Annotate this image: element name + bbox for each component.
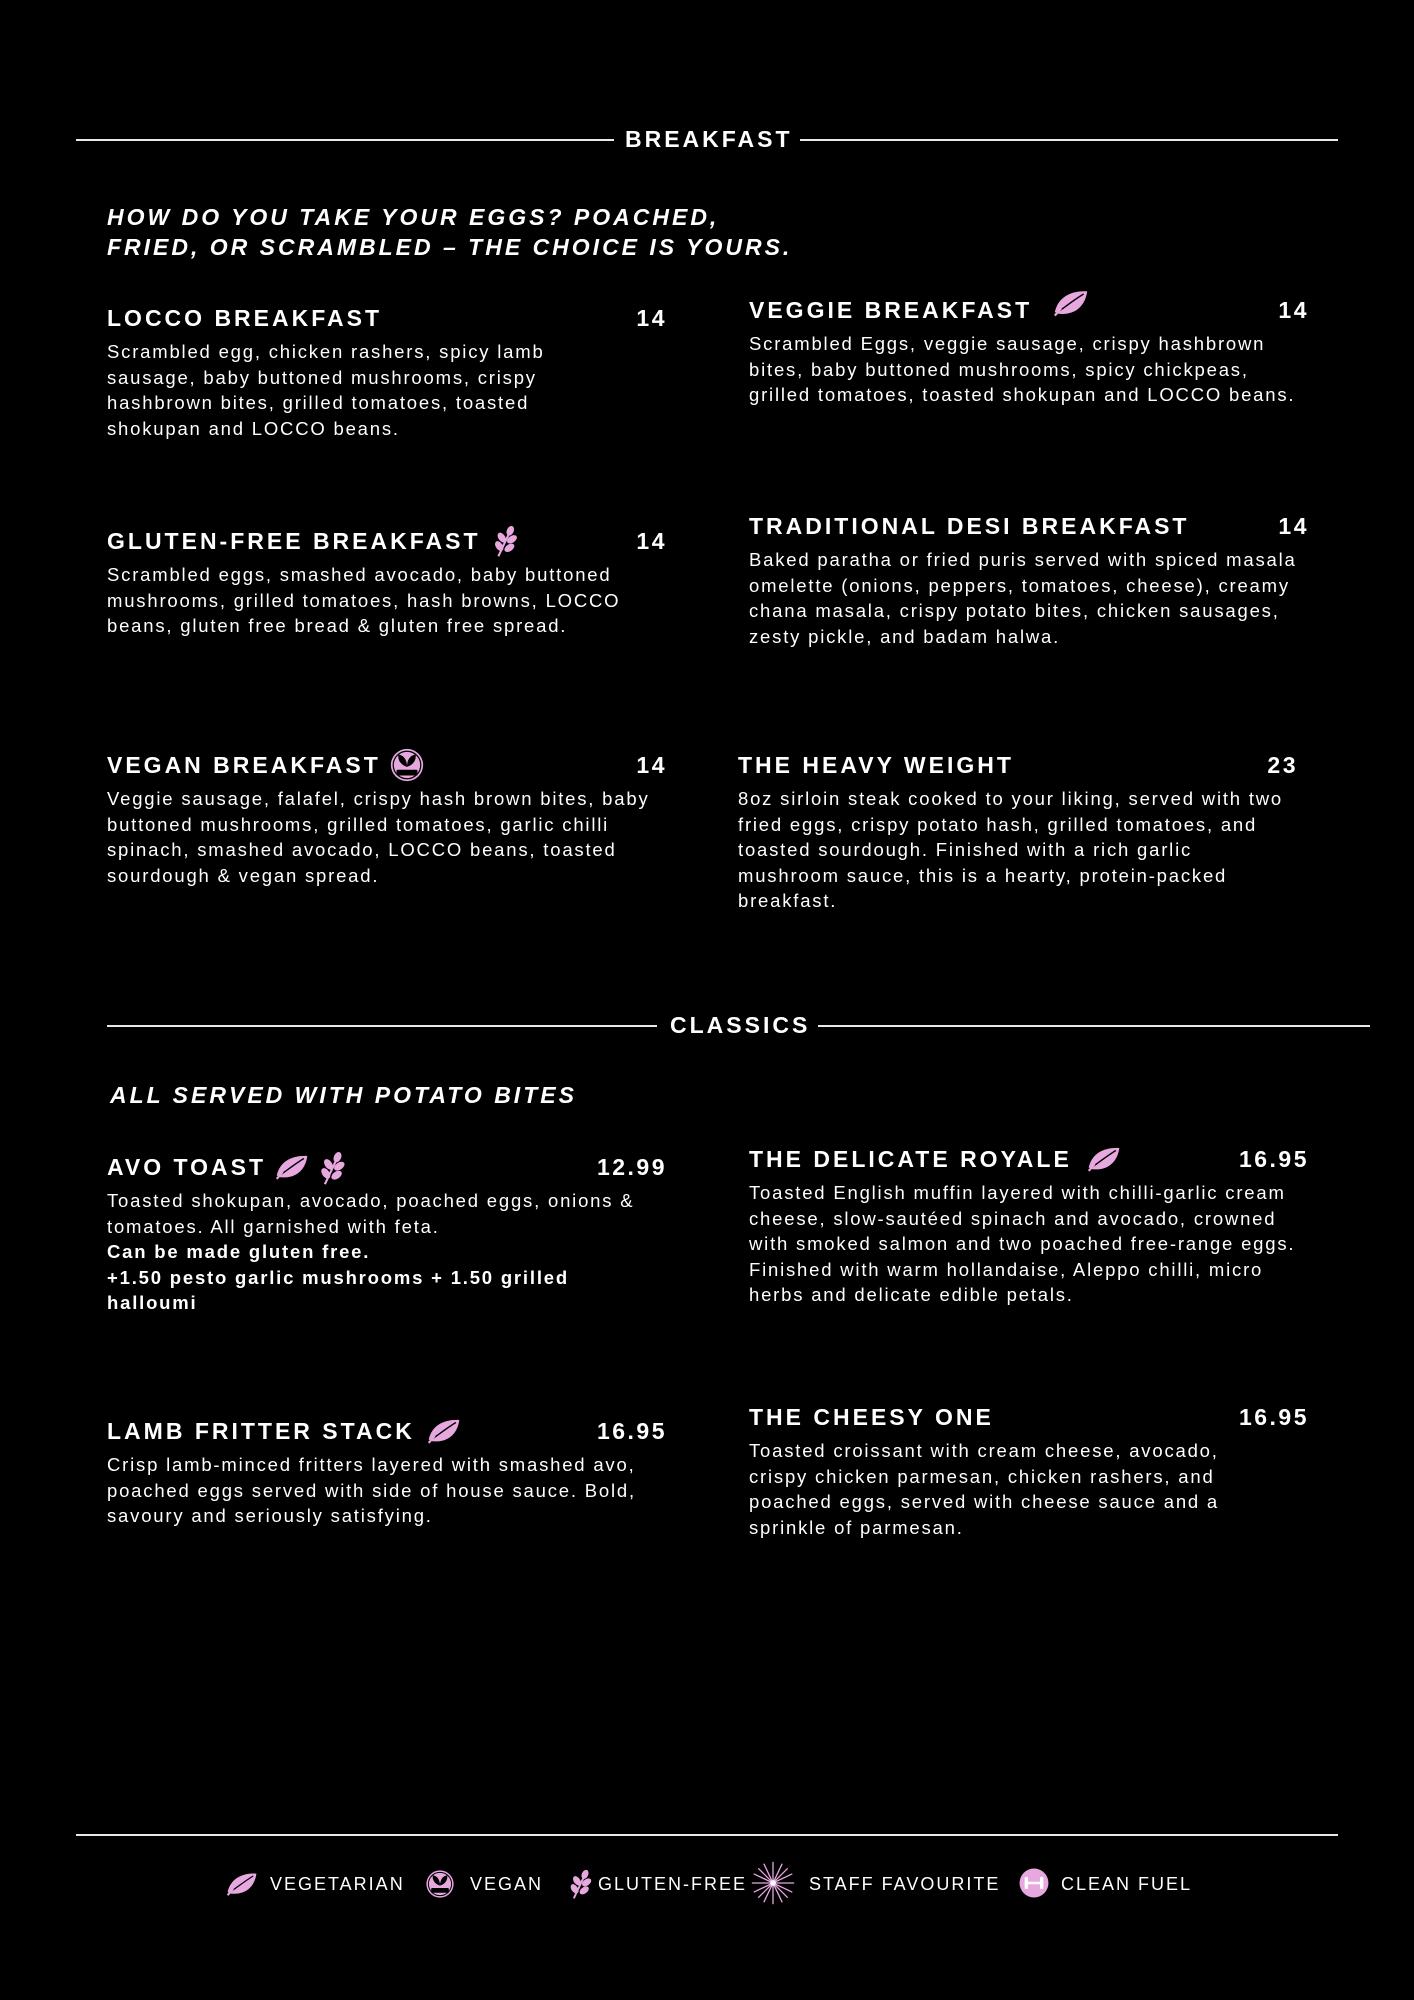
item-price: 14 (636, 305, 667, 331)
gluten-free-icon (319, 1150, 347, 1186)
item-description: Veggie sausage, falafel, crispy hash brown bites, baby buttoned mushrooms, grilled tomatoes, garlic chilli spinach, smashed avocado, LOCCO beans, toasted sourdough & vegan spread. (107, 788, 650, 886)
item-description: Scrambled Eggs, veggie sausage, crispy hashbrown bites, baby buttoned mushrooms, spicy chickpeas, grilled tomatoes, toasted shokupan and LOCCO beans. (749, 333, 1296, 405)
item-description: Toasted shokupan, avocado, poached eggs, onions & tomatoes. All garnished with feta. (107, 1190, 635, 1237)
classics-rule-left (107, 1025, 657, 1027)
menu-item-the-delicate-royale (749, 1142, 1309, 1308)
item-description: Scrambled egg, chicken rashers, spicy lamb sausage, baby buttoned mushrooms, crispy hashbrown bites, grilled tomatoes, toasted shokupan and LOCCO beans. (107, 341, 545, 439)
legend-item-vegan (424, 1864, 554, 1904)
menu-item-avo-toast (107, 1150, 667, 1316)
item-description: 8oz sirloin steak cooked to your liking, served with two fried eggs, crispy potato hash, grilled tomatoes, and toasted sourdough. Finished with a rich garlic mushroom sauce, this is a hearty, protein-packed breakfast. (738, 788, 1284, 911)
item-name: VEGGIE BREAKFAST (749, 297, 1033, 323)
legend-label: VEGAN (470, 1874, 544, 1894)
vegetarian-icon (275, 1153, 309, 1181)
section-title-classics: CLASSICS (670, 1012, 811, 1038)
item-price: 14 (1278, 297, 1309, 323)
item-price: 12.99 (596, 1154, 667, 1180)
vegan-icon (424, 1868, 456, 1900)
vegetarian-icon (427, 1417, 461, 1445)
clean-fuel-icon (1017, 1866, 1051, 1900)
item-name: TRADITIONAL DESI BREAKFAST (749, 513, 1190, 539)
item-name: THE HEAVY WEIGHT (738, 752, 1014, 778)
item-name: VEGAN BREAKFAST (107, 752, 381, 778)
menu-item-the-heavy-weight (738, 748, 1298, 914)
menu-item-traditional-desi-breakfast (749, 509, 1309, 649)
item-name: LAMB FRITTER STACK (107, 1418, 415, 1444)
legend-item-staff-favourite (750, 1864, 1001, 1904)
menu-item-vegan-breakfast (107, 748, 667, 888)
item-price: 14 (1278, 513, 1309, 539)
item-price: 14 (636, 528, 667, 554)
legend-label: CLEAN FUEL (1061, 1874, 1193, 1894)
vegetarian-icon (226, 1870, 258, 1898)
vegetarian-icon (1053, 288, 1089, 318)
item-name: AVO TOAST (107, 1154, 267, 1180)
item-description: Toasted croissant with cream cheese, avocado, crispy chicken parmesan, chicken rashers, and poached eggs, served with cheese sauce and a sprinkle of parmesan. (749, 1440, 1220, 1538)
item-name: THE CHEESY ONE (749, 1404, 994, 1430)
item-name: THE DELICATE ROYALE (749, 1146, 1072, 1172)
legend-item-gluten-free (568, 1864, 748, 1904)
legend-label: STAFF FAVOURITE (809, 1874, 1001, 1894)
breakfast-tagline-line1: HOW DO YOU TAKE YOUR EGGS? POACHED, (107, 204, 720, 230)
legend-item-clean-fuel (1017, 1864, 1197, 1904)
item-note-extras: +1.50 pesto garlic mushrooms + 1.50 grilled halloumi (107, 1266, 569, 1313)
item-name: LOCCO BREAKFAST (107, 305, 382, 331)
classics-tagline: ALL SERVED WITH POTATO BITES (110, 1082, 577, 1108)
item-note-gluten-free: Can be made gluten free. (107, 1241, 371, 1262)
legend-item-vegetarian (226, 1864, 406, 1904)
gluten-free-icon (493, 524, 519, 558)
breakfast-tagline (107, 202, 867, 262)
staff-favourite-icon (750, 1860, 796, 1906)
breakfast-tagline-line2: FRIED, OR SCRAMBLED – THE CHOICE IS YOURS. (107, 234, 793, 260)
gluten-free-icon (568, 1868, 594, 1900)
breakfast-rule-right (800, 139, 1338, 141)
item-description: Toasted English muffin layered with chilli-garlic cream cheese, slow-sautéed spinach and avocado, crowned with smoked salmon and two poached free-range eggs. Finished with warm hollandaise, Aleppo chilli, micro herbs and delicate edible petals. (749, 1182, 1296, 1305)
item-description: Baked paratha or fried puris served with spiced masala omelette (onions, peppers, tomatoes, cheese), creamy chana masala, crispy potato bites, chicken sausages, zesty pickle, and badam halwa. (749, 549, 1297, 647)
vegetarian-icon (1087, 1145, 1121, 1173)
legend-label: GLUTEN-FREE (598, 1874, 748, 1894)
item-price: 14 (636, 752, 667, 778)
menu-item-locco-breakfast (107, 301, 667, 441)
section-title-breakfast: BREAKFAST (625, 126, 793, 152)
vegan-icon (388, 746, 426, 784)
menu-item-veggie-breakfast (749, 293, 1309, 408)
menu-item-gluten-free-breakfast (107, 524, 667, 639)
legend-rule (76, 1834, 1338, 1836)
item-price: 23 (1267, 752, 1298, 778)
menu-item-lamb-fritter-stack (107, 1414, 667, 1529)
item-description: Crisp lamb-minced fritters layered with smashed avo, poached eggs served with side of house sauce. Bold, savoury and seriously satisfying. (107, 1454, 636, 1526)
menu-item-the-cheesy-one (749, 1400, 1309, 1540)
breakfast-rule-left (76, 139, 614, 141)
legend-label: VEGETARIAN (270, 1874, 405, 1894)
classics-rule-right (818, 1025, 1370, 1027)
item-price: 16.95 (596, 1418, 667, 1444)
item-price: 16.95 (1238, 1404, 1309, 1430)
item-price: 16.95 (1238, 1146, 1309, 1172)
item-description: Scrambled eggs, smashed avocado, baby buttoned mushrooms, grilled tomatoes, hash browns, LOCCO beans, gluten free bread & gluten free spread. (107, 564, 621, 636)
item-name: GLUTEN-FREE BREAKFAST (107, 528, 481, 554)
